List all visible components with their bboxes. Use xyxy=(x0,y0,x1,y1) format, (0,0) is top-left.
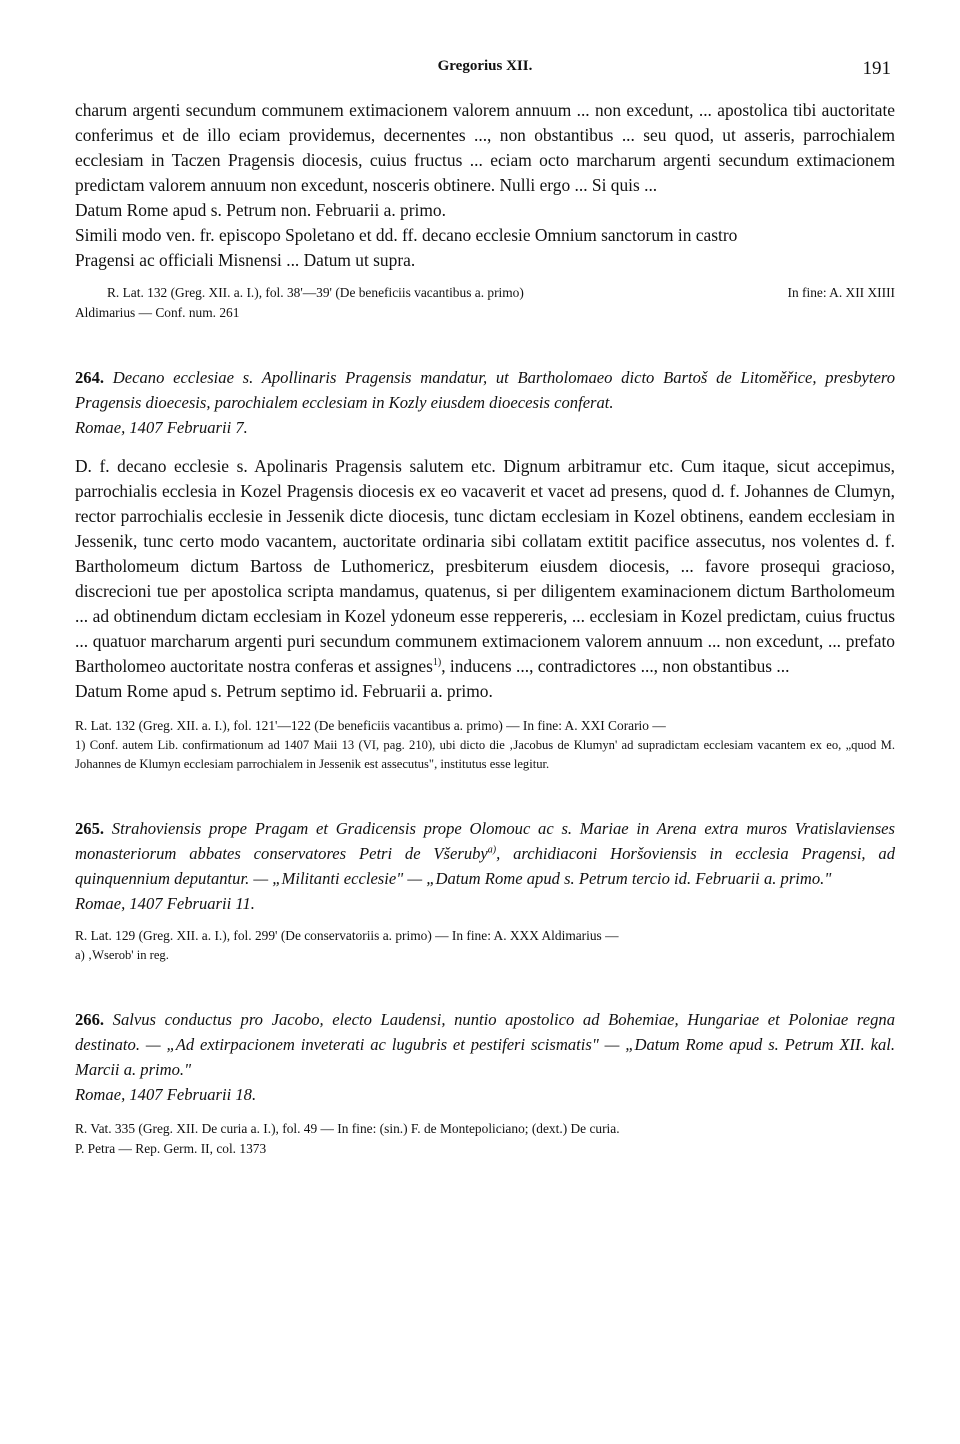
entry-summary xyxy=(75,365,895,415)
simili-line: Simili modo ven. fr. episcopo Spoletano et dd. ff. decano ecclesie Omnium sanctorum in castro xyxy=(75,225,738,245)
register-note: R. Vat. 335 (Greg. XII. De curia a. I.), fol. 49 — In fine: (sin.) F. de Montepoliciano; (dext.) De curia. xyxy=(75,1121,620,1136)
register-note: R. Lat. 129 (Greg. XII. a. I.), fol. 299' (De conservatoriis a. primo) — In fine: A. XXX Aldimarius — xyxy=(75,928,619,943)
entry-summary-text: Salvus conductus pro Jacobo, electo Laudensi, nuntio apostolico ad Bohemiae, Hungariae et Poloniae regna destinato. — „Ad extirpacionem inveterati ac lugubris et pestiferi scismatis" — „Datum Rome apud s. Petrum XII. kal. Marcii a. primo." xyxy=(75,1010,895,1079)
footnote: a) ‚Wserob' in reg. xyxy=(75,948,169,962)
entry-summary xyxy=(75,816,895,891)
datum-line: Datum Rome apud s. Petrum non. Februarii a. primo. xyxy=(75,200,446,220)
register-note xyxy=(75,283,895,303)
entry-summary-text: Strahoviensis prope Pragam et Gradicensis prope Olomouc ac s. Mariae in Arena extra muros Vratislavienses monasteriorum abbates conservatores Petri de Všeruby xyxy=(75,819,895,863)
page-header xyxy=(75,52,895,84)
body-paragraph: charum argenti secundum communem extimacionem valorem annuum ... non excedunt, ... apostolica tibi auctoritate conferimus et de illo eciam providemus, decernentes ..., non obstantibus ... seu quod, ut asseris, parrochialem ecclesiam in Taczen Pragensis diocesis, cuius fructus ... eciam octo marcharum argenti secundum extimacionem predictam valorem annuum non excedunt, nosceris obtinere. Nulli ergo ... Si quis ... xyxy=(75,100,895,195)
footnote: 1) Conf. autem Lib. confirmationum ad 1407 Maii 13 (VI, pag. 210), ubi dicto die ‚Jacobus de Klumyn' ad supradictam ecclesiam vacantem ex eo, „quod M. Johannes de Klumyn ecclesiam parrochialem in Jessenik est assecutus", institutus esse legitur. xyxy=(75,738,895,771)
page-number: 191 xyxy=(862,58,891,79)
entry-number: 264. xyxy=(75,368,105,387)
datum-line: Datum Rome apud s. Petrum septimo id. Februarii a. primo. xyxy=(75,681,493,701)
body-text: D. f. decano ecclesie s. Apolinaris Pragensis salutem etc. Dignum arbitramur etc. Cum itaque, sicut accepimus, parrochialis ecclesia in Kozel Pragensis diocesis ex eo vacaverit et vacet ad presens, quod d. f. Johannes de Clumyn, rector parrochialis ecclesie in Jessenik dicte diocesis, tunc dictam ecclesiam in Kozel obtinens, eandem ecclesiam in Jessenik, tunc certo modo vacantem, auctoritate ordinaria sibi collatam extitit pacifice assecutus, nos volentes d. f. Bartholomeum dictum Bartoss de Luthomericz, presbiterum eiusdem diocesis, ... favore prosequi gracioso, discrecioni tue per apostolica scripta mandamus, quatenus, si per diligentem examinacionem dictum Bartholomeum ... ad obtinendum dictam ecclesiam in Kozel ydoneum esse reppereris, ... ecclesiam in Kozel predictam, cuius fructus ... quatuor marcharum argenti puri secundum communem extimacionem valorem annuum ... non excedunt, ... prefato Bartholomeo auctoritate nostra conferas et assignes xyxy=(75,456,895,676)
register-reference: R. Lat. 132 (Greg. XII. a. I.), fol. 38'—39' (De beneficiis vacantibus a. primo) xyxy=(107,285,524,300)
document-page xyxy=(75,52,895,1159)
register-note: R. Lat. 132 (Greg. XII. a. I.), fol. 121'—122 (De beneficiis vacantibus a. primo) — In fine: A. XXI Corario — xyxy=(75,718,666,733)
body-paragraph xyxy=(75,454,895,679)
register-note-continued: P. Petra — Rep. Germ. II, col. 1373 xyxy=(75,1141,267,1156)
entry-date: Romae, 1407 Februarii 7. xyxy=(75,418,248,437)
register-note-continued: Aldimarius — Conf. num. 261 xyxy=(75,305,240,320)
entry-265 xyxy=(75,816,895,965)
entry-266 xyxy=(75,1007,895,1159)
entry-number: 265. xyxy=(75,819,105,838)
entry-summary-text: Decano ecclesiae s. Apollinaris Pragensis mandatur, ut Bartholomaeo dicto Bartoš de Litoměřice, presbytero Pragensis dioecesis, parochialem ecclesiam in Kozly eiusdem dioecesis conferat. xyxy=(75,368,895,412)
entry-number: 266. xyxy=(75,1010,105,1029)
entry-summary-text-tail: , archidiaconi Horšoviensis in ecclesia Pragensi, ad quinquennium deputantur. — „Militanti ecclesie" — „Datum Rome apud s. Petrum tercio id. Februarii a. primo." xyxy=(75,844,895,888)
entry-date: Romae, 1407 Februarii 18. xyxy=(75,1085,257,1104)
entry-summary xyxy=(75,1007,895,1082)
entry-date: Romae, 1407 Februarii 11. xyxy=(75,894,255,913)
footnote-mark: 1) xyxy=(432,657,442,669)
footnote-mark: a) xyxy=(487,844,497,856)
simili-line-continued: Pragensi ac officiali Misnensi ... Datum ut supra. xyxy=(75,250,416,270)
register-in-fine: In fine: A. XII XIIII xyxy=(787,285,895,300)
entry-263-continuation xyxy=(75,98,895,323)
body-text-tail: , inducens ..., contradictores ..., non obstantibus ... xyxy=(441,656,790,676)
entry-264 xyxy=(75,365,895,774)
running-title: Gregorius XII. xyxy=(437,58,533,74)
